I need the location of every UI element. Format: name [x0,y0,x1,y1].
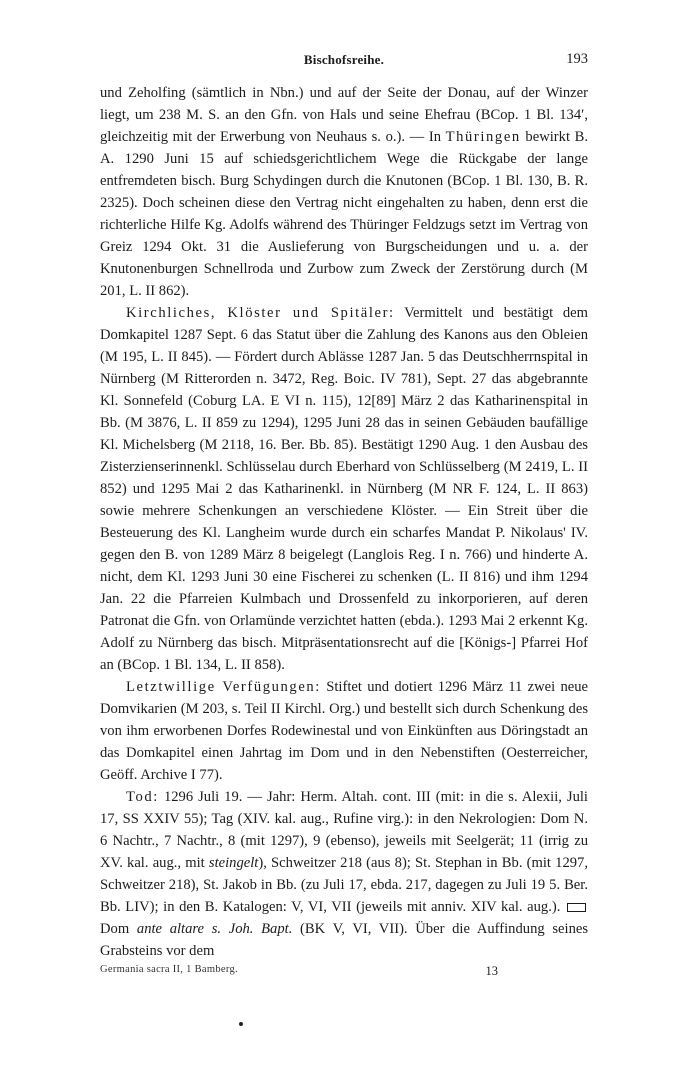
paragraph-text: Vermittelt und bestätigt dem Domkapitel 1287 Sept. 6 das Statut über die Zahlung des Kanons aus den Obleien (M 195, L. II 845). — Fördert durch Ablässe 1287 Jan. 5 das Deutschherrnspital in Nürnberg (M Ritterorden n. 3472, Reg. Boic. IV 781), Sept. 27 das abgebrannte Kl. Sonnefeld (Coburg LA. E VI n. 115), 12[89] März 2 das Katharinenspital in Bb. (M 3876, L. II 859 zu 1294), 1295 Juni 28 das in seinen Gebäuden baufällige Kl. Michelsberg (M 2118, 16. Ber. Bb. 85). Bestätigt 1290 Aug. 1 den Ausbau des Zisterzienserinnenkl. Schlüsselau durch Eberhard von Schlüsselberg (M 2419, L. II 852) und 1295 Mai 2 das Katharinenkl. in Nürnberg (M NR F. 124, L. II 863) sowie mehrere Schenkungen an verschiedene Klöster. — Ein Streit über die Besteuerung des Kl. Langheim wurde durch ein scharfes Mandat P. Nikolaus' IV. gegen den B. von 1289 März 8 beigelegt (Langlois Reg. I n. 766) und hinderte A. nicht, dem Kl. 1293 Juni 30 eine Fischerei zu schenken (L. II 816) und ihm 1294 Jan. 22 die Pfarreien Kulmbach und Drossenfeld zu inkorporieren, auf deren Patronat die Gfn. von Orlamünde verzichtet hatten (ebda.). 1293 Mai 2 erkennt Kg. Adolf zu Nürnberg das bisch. Mitpräsentationsrecht auf die [Königs-] Pfarrei Hof an (BCop. 1 Bl. 134, L. II 858). [100,305,589,673]
paragraph-testament [100,676,588,786]
section-heading-testament: Letztwillige Verfügungen: [126,679,321,695]
body-text [100,82,588,962]
paragraph-text: und Zeholfing (sämtlich in Nbn.) und auf der Seite der Donau, auf der Winzer liegt, um 238 M. S. an den Gfn. von Hals und seine Ehefrau (BCop. 1 Bl. 134′, gleichzeitig mit der Erwerbung von Neuhaus s. o.). — In [100,85,588,145]
italic-term: steingelt [208,855,259,871]
burial-symbol-icon [567,903,586,912]
paragraph-thuringia [100,82,588,302]
paragraph-death [100,786,588,962]
section-heading-church: Kirchliches, Klöster und Spitäler: [126,305,395,321]
paragraph-text: 1296 Juli 19. — Jahr: Herm. Altah. cont. III (mit: in die s. Alexii, Juli 17, SS XXIV 55); Tag (XIV. kal. aug., Rufine virg.): in den Nekrologien: Dom N. 6 Nachtr., 7 Nachtr., 8 (mit 1297), 9 (ebenso), jeweils mit Seelgerät; 11 (irrig zu XV. kal. aug., mit [100,789,588,871]
sheet-signature: 13 [485,964,498,978]
series-title: Germania sacra II, 1 Bamberg. [100,964,238,975]
page-header [100,52,588,72]
paragraph-text: bewirkt B. A. 1290 Juni 15 auf schiedsgerichtlichem Wege die Rückgabe der lange entfremdeten bisch. Burg Schydingen durch die Knutonen (BCop. 1 Bl. 130, B. R. 2325). Doch scheinen diese den Vertrag nicht eingehalten zu haben, denn erst die richterliche Hilfe Kg. Adolfs während des Thüringer Feldzugs setzt im Vertrag von Greiz 1294 Okt. 31 die Auslieferung von Burgscheidungen und u. a. der Knutonenburgen Schnellroda und Zurbow zum Zweck der Zerstörung durch (M 201, L. II 862). [100,129,588,299]
page-number: 193 [566,51,588,67]
italic-term: ante altare s. Joh. Bapt. [136,921,293,937]
page-footer [100,964,588,982]
paragraph-text: Stiftet und dotiert 1296 März 11 zwei neue Domvikarien (M 203, s. Teil II Kirchl. Org.) und bestellt sich durch Schenkung des von ihm erworbenen Dorfes Rodewinestal und von Einkünften aus Döringstadt an das Domkapitel einen Jahrtag im Dom und in den Nebenstiften (Oesterreicher, Geöff. Archive I 77). [100,679,588,783]
section-heading-death: Tod: [126,789,159,805]
paragraph-church [100,302,588,676]
paragraph-text: Dom [100,921,137,937]
running-title: Bischofsreihe. [303,52,385,67]
paragraph-text: ), Schweitzer 218 (aus 8); St. Stephan in Bb. (mit 1297, Schweitzer 218), St. Jakob in Bb. (zu Juli 17, ebda. 217, dagegen zu Juli 19 5. Ber. Bb. LIV); in den B. Katalogen: V, VI, VII (jeweils mit anniv. XIV kal. aug.). [100,855,589,915]
ink-speck [239,1022,243,1026]
paragraph-text: (BK V, VI, VII). Über die Auffindung seines Grabsteins vor dem [100,921,589,959]
spaced-keyword: Thüringen [445,129,521,145]
